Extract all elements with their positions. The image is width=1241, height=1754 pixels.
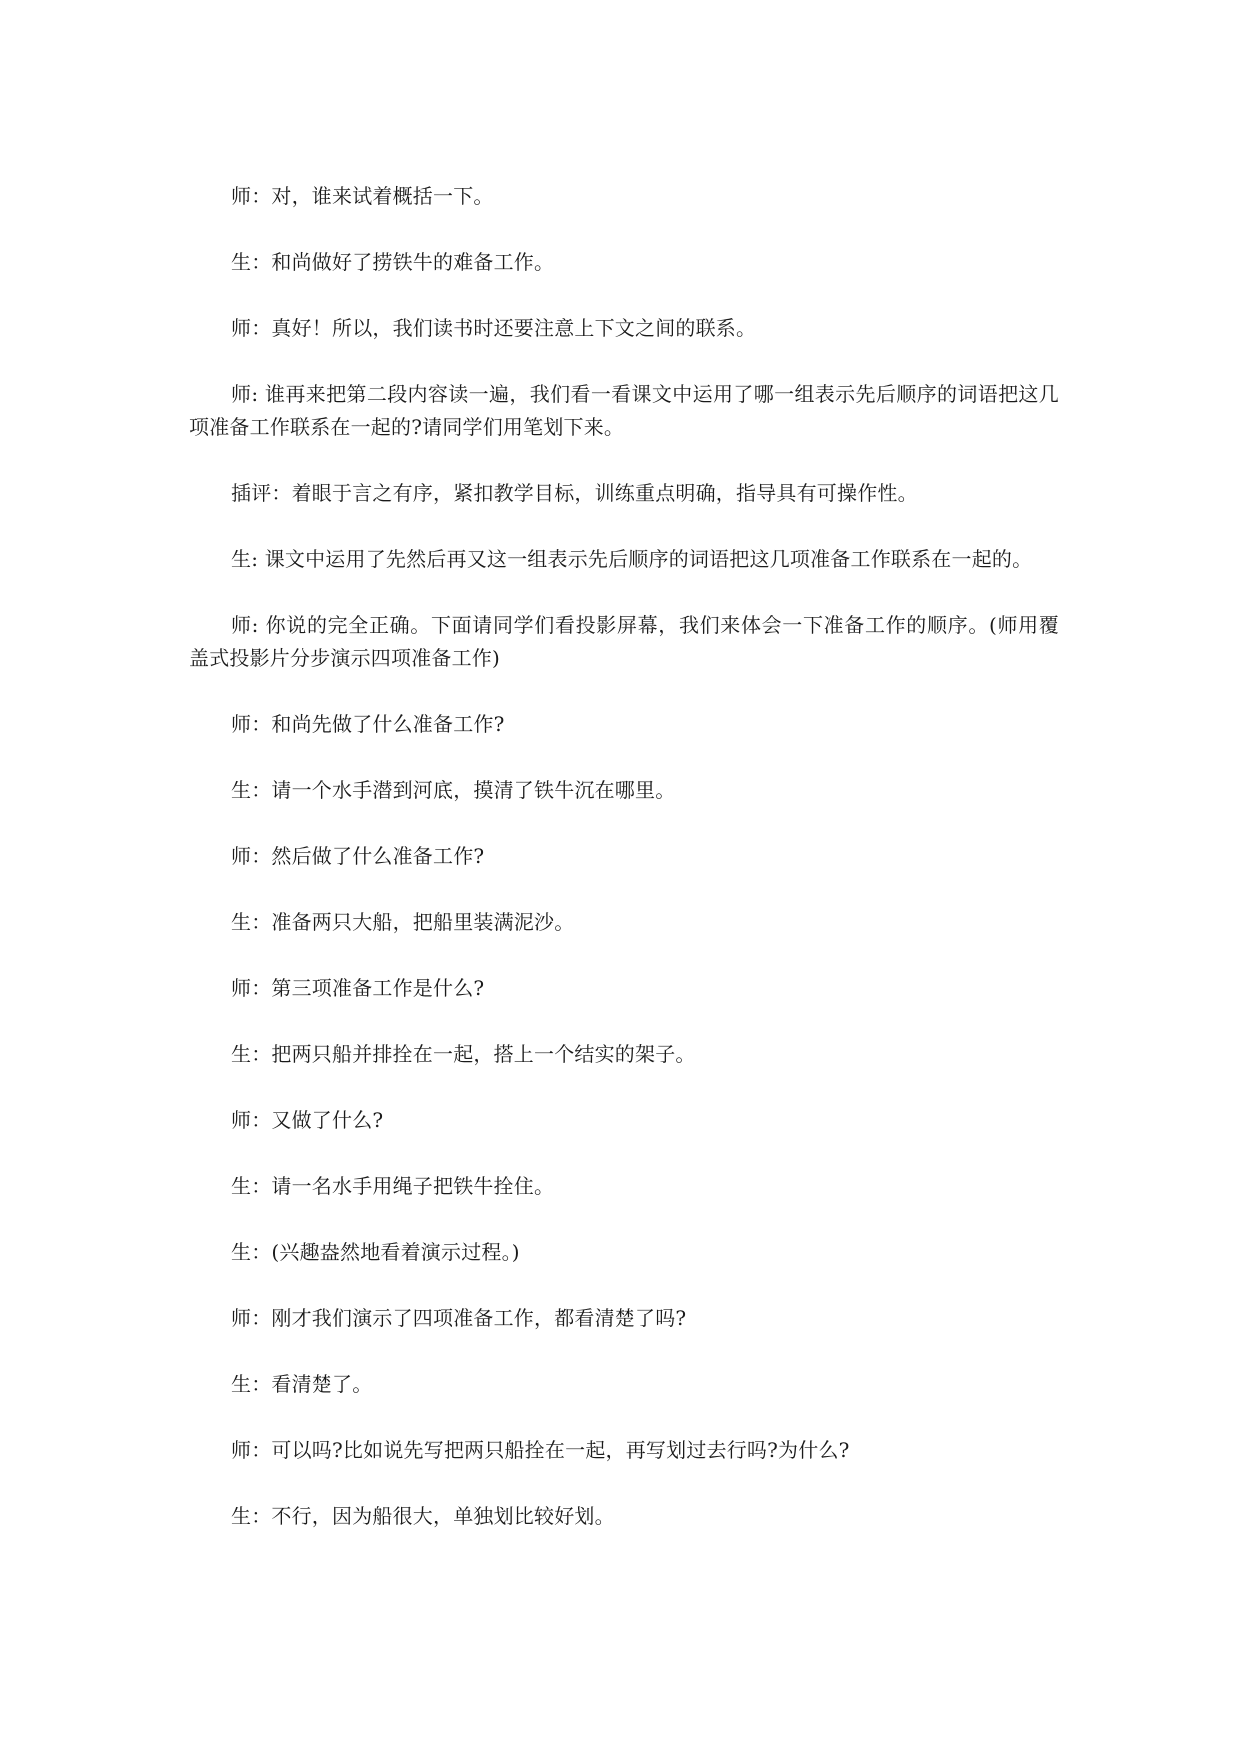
paragraph: 生：请一名水手用绳子把铁牛拴住。 [231,1174,555,1198]
paragraph: 师：可以吗?比如说先写把两只船拴在一起，再写划过去行吗?为什么? [231,1438,850,1462]
paragraph: 插评：着眼于言之有序，紧扣教学目标，训练重点明确，指导具有可操作性。 [231,481,918,505]
paragraph: 师: 谁再来把第二段内容读一遍，我们看一看课文中运用了哪一组表示先后顺序的词语把这几项准备工作联系在一起的?请同学们用笔划下来。 [189,382,1059,439]
paragraph: 生：不行，因为船很大，单独划比较好划。 [231,1504,615,1528]
paragraph: 师：刚才我们演示了四项准备工作，都看清楚了吗? [231,1306,687,1330]
paragraph: 师：对，谁来试着概括一下。 [231,184,494,208]
paragraph: 师：第三项准备工作是什么? [231,976,485,1000]
paragraph: 师: 你说的完全正确。下面请同学们看投影屏幕，我们来体会一下准备工作的顺序。(师用覆盖式投影片分步演示四项准备工作) [189,613,1059,670]
paragraph: 师：和尚先做了什么准备工作? [231,712,505,736]
paragraph: 生：和尚做好了捞铁牛的难备工作。 [231,250,555,274]
paragraph: 师：又做了什么? [231,1108,384,1132]
paragraph: 生：请一个水手潜到河底，摸清了铁牛沉在哪里。 [231,778,676,802]
paragraph: 师：然后做了什么准备工作? [231,844,485,868]
paragraph: 生：(兴趣盎然地看着演示过程。) [231,1240,520,1264]
paragraph: 生：看清楚了。 [231,1372,373,1396]
document-body [189,180,1059,1566]
paragraph: 生: 课文中运用了先然后再又这一组表示先后顺序的词语把这几项准备工作联系在一起的。 [231,547,1033,571]
paragraph: 师：真好！所以，我们读书时还要注意上下文之间的联系。 [231,316,757,340]
paragraph: 生：准备两只大船，把船里装满泥沙。 [231,910,575,934]
paragraph: 生：把两只船并排拴在一起，搭上一个结实的架子。 [231,1042,696,1066]
